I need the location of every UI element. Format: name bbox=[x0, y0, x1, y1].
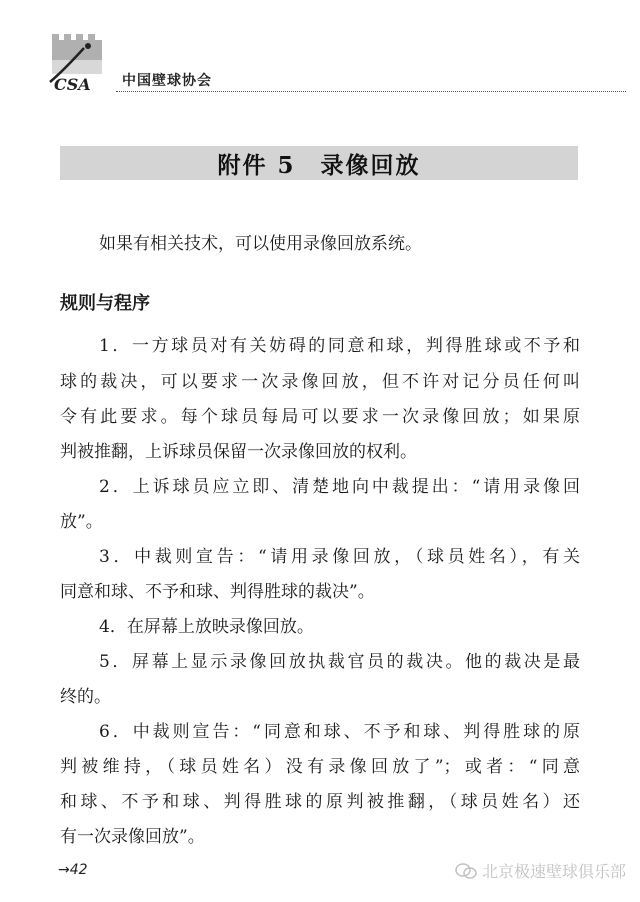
body-line: 令有此要求。每个球员每局可以要求一次录像回放；如果原 bbox=[60, 407, 580, 427]
body-line: 和球、不予和球、判得胜球的原判被推翻，（球员姓名）还 bbox=[60, 792, 580, 812]
header-divider bbox=[116, 91, 626, 92]
body-line: 判被维持，（球员姓名）没有录像回放了”；或者：“同意 bbox=[60, 757, 580, 777]
body-line: 球的裁决，可以要求一次录像回放，但不许对记分员任何叫 bbox=[60, 372, 580, 392]
logo-lettering: CSA bbox=[54, 75, 91, 94]
section-heading: 规则与程序 bbox=[60, 293, 150, 314]
intro-paragraph: 如果有相关技术，可以使用录像回放系统。 bbox=[99, 234, 422, 254]
body-line: 放”。 bbox=[60, 512, 103, 532]
watermark bbox=[455, 859, 626, 882]
body-line: 1．一方球员对有关妨碍的同意和球，判得胜球或不予和 bbox=[99, 336, 580, 356]
watermark-text: 北京极速壁球俱乐部 bbox=[481, 862, 626, 881]
body-line: 6．中裁则宣告：“同意和球、不予和球、判得胜球的原 bbox=[99, 722, 580, 742]
body-line: 4．在屏幕上放映录像回放。 bbox=[99, 617, 314, 637]
body-line: 3．中裁则宣告：“请用录像回放，（球员姓名），有关 bbox=[99, 547, 580, 567]
csa-logo bbox=[44, 30, 114, 96]
wechat-icon bbox=[455, 862, 477, 880]
page-number: →42 bbox=[58, 862, 88, 878]
body-line: 有一次录像回放”。 bbox=[60, 827, 205, 847]
page-title: 附件 5 录像回放 bbox=[217, 151, 421, 179]
body-line: 判被推翻，上诉球员保留一次录像回放的权利。 bbox=[60, 442, 417, 462]
title-band bbox=[60, 146, 578, 180]
body-line: 2．上诉球员应立即、清楚地向中裁提出：“请用录像回 bbox=[99, 477, 580, 497]
org-name: 中国壁球协会 bbox=[122, 73, 212, 89]
body-line: 5．屏幕上显示录像回放执裁官员的裁决。他的裁决是最 bbox=[99, 652, 580, 672]
body-line: 终的。 bbox=[60, 687, 111, 707]
body-line: 同意和球、不予和球、判得胜球的裁决”。 bbox=[60, 582, 375, 602]
